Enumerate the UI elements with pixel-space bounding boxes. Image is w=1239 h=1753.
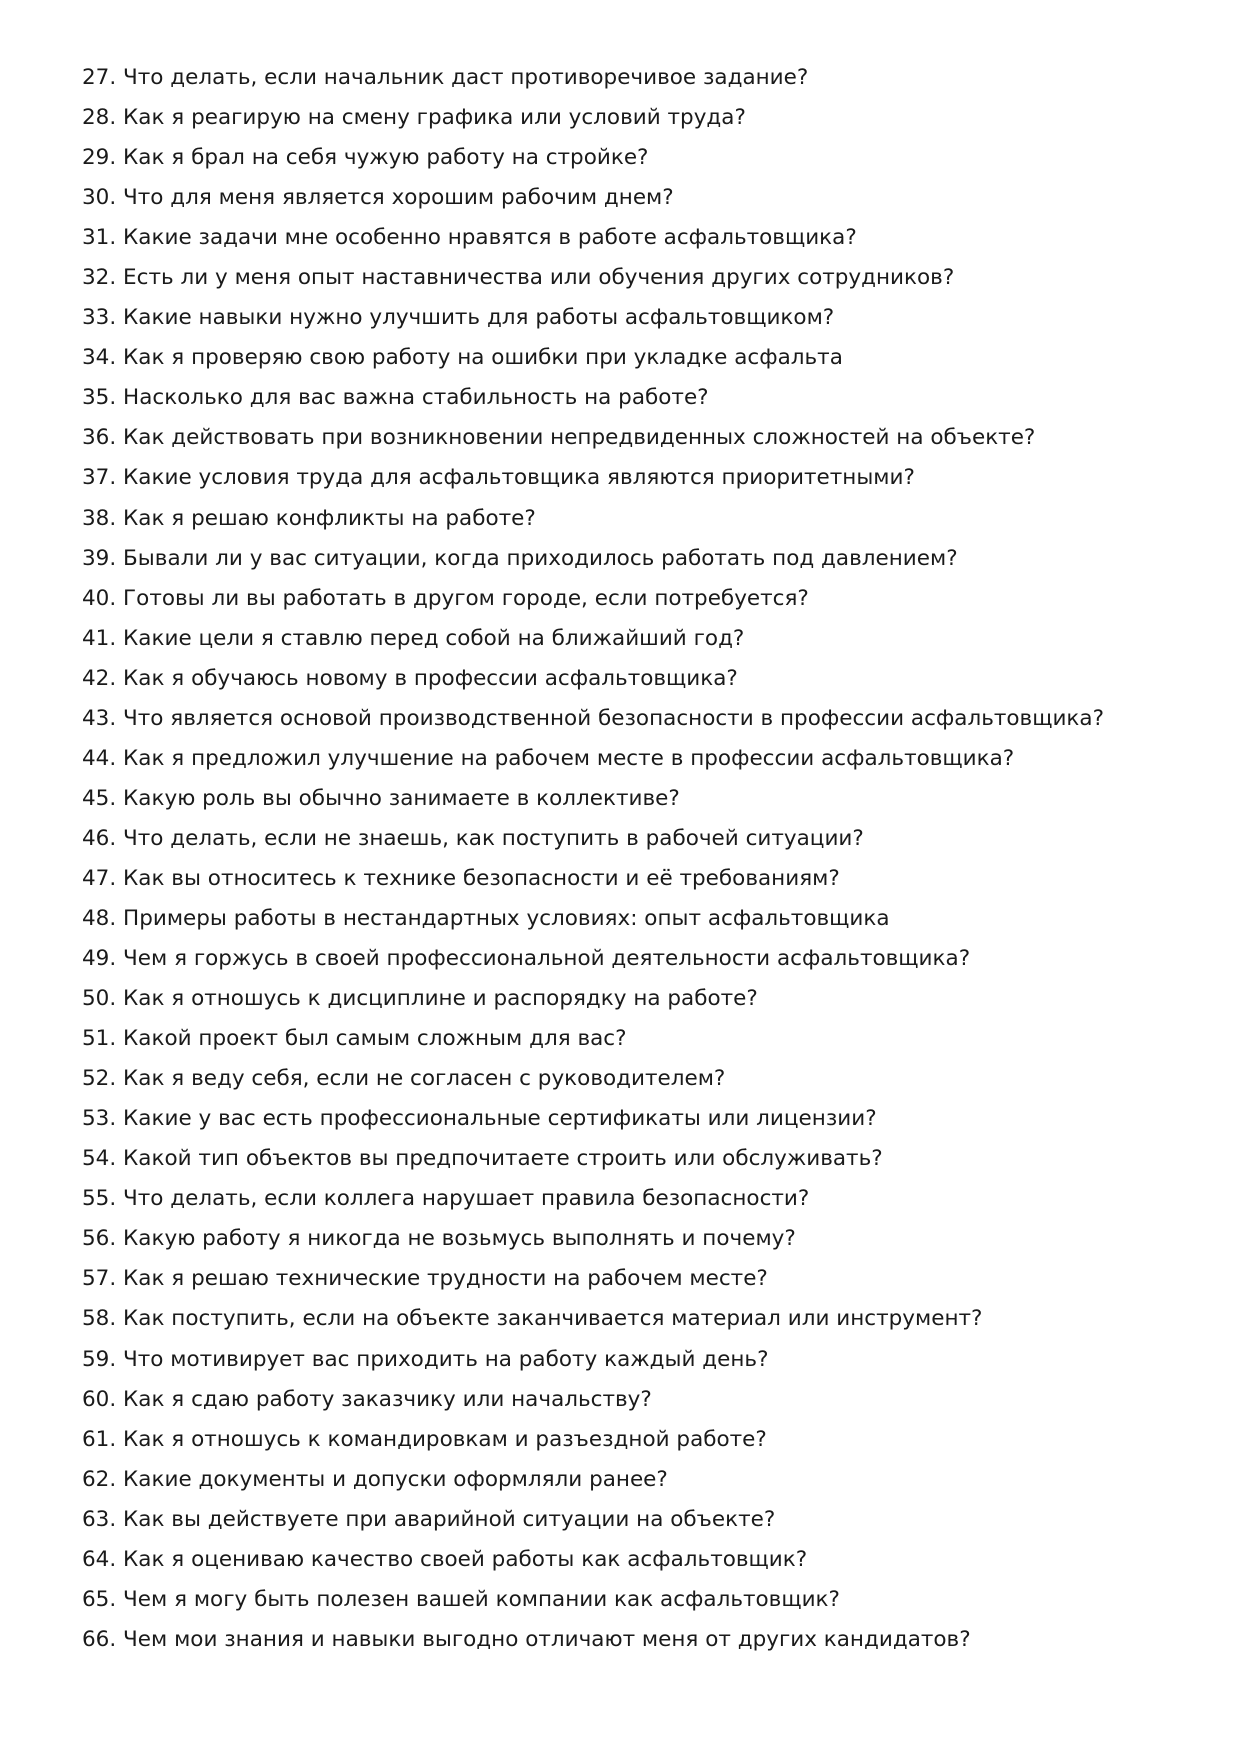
question-number: 59.	[82, 1346, 117, 1372]
question-list	[82, 58, 1104, 1660]
question-text: Как я сдаю работу заказчику или начальству?	[123, 1386, 652, 1412]
list-item	[82, 1380, 1104, 1420]
question-number: 51.	[82, 1026, 117, 1052]
list-item	[82, 218, 1104, 258]
list-item	[82, 659, 1104, 699]
question-text: Что является основой производственной безопасности в профессии асфальтовщика?	[123, 705, 1105, 731]
list-item	[82, 1259, 1104, 1299]
list-item	[82, 458, 1104, 498]
list-item	[82, 378, 1104, 418]
question-text: Как я проверяю свою работу на ошибки при укладке асфальта	[123, 345, 843, 371]
question-number: 64.	[82, 1546, 117, 1572]
list-item	[82, 819, 1104, 859]
question-text: Какие навыки нужно улучшить для работы асфальтовщиком?	[123, 305, 835, 331]
list-item	[82, 1099, 1104, 1139]
question-text: Как я решаю конфликты на работе?	[123, 505, 536, 531]
question-number: 44.	[82, 745, 117, 771]
question-number: 38.	[82, 505, 117, 531]
question-number: 55.	[82, 1186, 117, 1212]
question-text: Что делать, если начальник даст противоречивое задание?	[123, 65, 809, 90]
question-text: Что делать, если не знаешь, как поступить в рабочей ситуации?	[123, 825, 864, 851]
question-number: 50.	[82, 986, 117, 1012]
question-text: Какой проект был самым сложным для вас?	[123, 1026, 627, 1052]
list-item	[82, 178, 1104, 218]
question-text: Чем мои знания и навыки выгодно отличают меня от других кандидатов?	[123, 1626, 971, 1652]
list-item	[82, 499, 1104, 539]
question-number: 61.	[82, 1426, 117, 1452]
question-number: 45.	[82, 785, 117, 811]
list-item	[82, 1620, 1104, 1660]
question-text: Бывали ли у вас ситуации, когда приходилось работать под давлением?	[123, 545, 958, 571]
question-number: 43.	[82, 705, 117, 731]
list-item	[82, 1460, 1104, 1500]
list-item	[82, 418, 1104, 458]
question-number: 30.	[82, 185, 117, 211]
question-number: 52.	[82, 1066, 117, 1092]
question-number: 31.	[82, 225, 117, 251]
list-item	[82, 939, 1104, 979]
question-text: Как я реагирую на смену графика или условий труда?	[123, 105, 746, 131]
question-number: 46.	[82, 825, 117, 851]
question-text: Как я предложил улучшение на рабочем месте в профессии асфальтовщика?	[123, 745, 1015, 771]
list-item	[82, 1540, 1104, 1580]
question-number: 53.	[82, 1106, 117, 1132]
question-text: Какие задачи мне особенно нравятся в работе асфальтовщика?	[123, 225, 857, 251]
question-number: 42.	[82, 665, 117, 691]
list-item	[82, 539, 1104, 579]
list-item	[82, 1580, 1104, 1620]
question-text: Готовы ли вы работать в другом городе, если потребуется?	[123, 585, 809, 611]
list-item	[82, 298, 1104, 338]
question-text: Как я брал на себя чужую работу на стройке?	[123, 145, 649, 171]
question-number: 40.	[82, 585, 117, 611]
list-item	[82, 1019, 1104, 1059]
question-number: 49.	[82, 946, 117, 972]
list-item	[82, 859, 1104, 899]
question-number: 33.	[82, 305, 117, 331]
question-text: Какие у вас есть профессиональные сертификаты или лицензии?	[123, 1106, 877, 1132]
list-item	[82, 1340, 1104, 1380]
list-item	[82, 739, 1104, 779]
question-text: Как поступить, если на объекте заканчивается материал или инструмент?	[123, 1306, 983, 1332]
question-number: 62.	[82, 1466, 117, 1492]
question-number: 39.	[82, 545, 117, 571]
list-item	[82, 619, 1104, 659]
list-item	[82, 699, 1104, 739]
question-text: Какие документы и допуски оформляли ранее?	[123, 1466, 668, 1492]
question-text: Как вы действуете при аварийной ситуации на объекте?	[123, 1506, 776, 1532]
question-number: 65.	[82, 1586, 117, 1612]
question-number: 34.	[82, 345, 117, 371]
question-text: Примеры работы в нестандартных условиях: опыт асфальтовщика	[123, 905, 890, 931]
question-text: Насколько для вас важна стабильность на работе?	[123, 385, 709, 411]
question-number: 32.	[82, 265, 117, 291]
question-text: Что мотивирует вас приходить на работу каждый день?	[123, 1346, 769, 1372]
question-text: Как я оцениваю качество своей работы как асфальтовщик?	[123, 1546, 808, 1572]
question-text: Чем я могу быть полезен вашей компании как асфальтовщик?	[123, 1586, 840, 1612]
list-item	[82, 1299, 1104, 1339]
question-number: 57.	[82, 1266, 117, 1292]
question-text: Какие цели я ставлю перед собой на ближайший год?	[123, 625, 745, 651]
question-number: 41.	[82, 625, 117, 651]
question-number: 48.	[82, 905, 117, 931]
list-item	[82, 899, 1104, 939]
question-number: 28.	[82, 105, 117, 131]
list-item	[82, 258, 1104, 298]
list-item	[82, 1420, 1104, 1460]
question-number: 54.	[82, 1146, 117, 1172]
question-number: 56.	[82, 1226, 117, 1252]
list-item	[82, 979, 1104, 1019]
question-number: 36.	[82, 425, 117, 451]
question-text: Чем я горжусь в своей профессиональной деятельности асфальтовщика?	[123, 946, 971, 972]
question-text: Как действовать при возникновении непредвиденных сложностей на объекте?	[123, 425, 1036, 451]
question-text: Как я решаю технические трудности на рабочем месте?	[123, 1266, 768, 1292]
question-text: Как я обучаюсь новому в профессии асфальтовщика?	[123, 665, 738, 691]
question-number: 29.	[82, 145, 117, 171]
question-number: 47.	[82, 865, 117, 891]
list-item	[82, 1179, 1104, 1219]
question-text: Какую работу я никогда не возьмусь выполнять и почему?	[123, 1226, 796, 1252]
list-item	[82, 1500, 1104, 1540]
question-text: Какие условия труда для асфальтовщика являются приоритетными?	[123, 465, 915, 491]
question-text: Как я веду себя, если не согласен с руководителем?	[123, 1066, 726, 1092]
question-text: Какой тип объектов вы предпочитаете строить или обслуживать?	[123, 1146, 883, 1172]
question-number: 66.	[82, 1626, 117, 1652]
question-text: Как я отношусь к дисциплине и распорядку на работе?	[123, 986, 758, 1012]
list-item	[82, 98, 1104, 138]
question-text: Что для меня является хорошим рабочим днем?	[123, 185, 674, 211]
question-text: Что делать, если коллега нарушает правила безопасности?	[123, 1186, 810, 1212]
question-number: 63.	[82, 1506, 117, 1532]
question-number: 37.	[82, 465, 117, 491]
question-number: 60.	[82, 1386, 117, 1412]
list-item	[82, 1139, 1104, 1179]
list-item	[82, 579, 1104, 619]
question-text: Есть ли у меня опыт наставничества или обучения других сотрудников?	[123, 265, 955, 291]
list-item	[82, 138, 1104, 178]
list-item	[82, 58, 1104, 98]
question-text: Как я отношусь к командировкам и разъездной работе?	[123, 1426, 767, 1452]
question-text: Как вы относитесь к технике безопасности и её требованиям?	[123, 865, 840, 891]
list-item	[82, 779, 1104, 819]
question-number: 35.	[82, 385, 117, 411]
question-text: Какую роль вы обычно занимаете в коллективе?	[123, 785, 680, 811]
list-item	[82, 1219, 1104, 1259]
list-item	[82, 1059, 1104, 1099]
question-number: 58.	[82, 1306, 117, 1332]
question-number: 27.	[82, 65, 117, 90]
list-item	[82, 338, 1104, 378]
